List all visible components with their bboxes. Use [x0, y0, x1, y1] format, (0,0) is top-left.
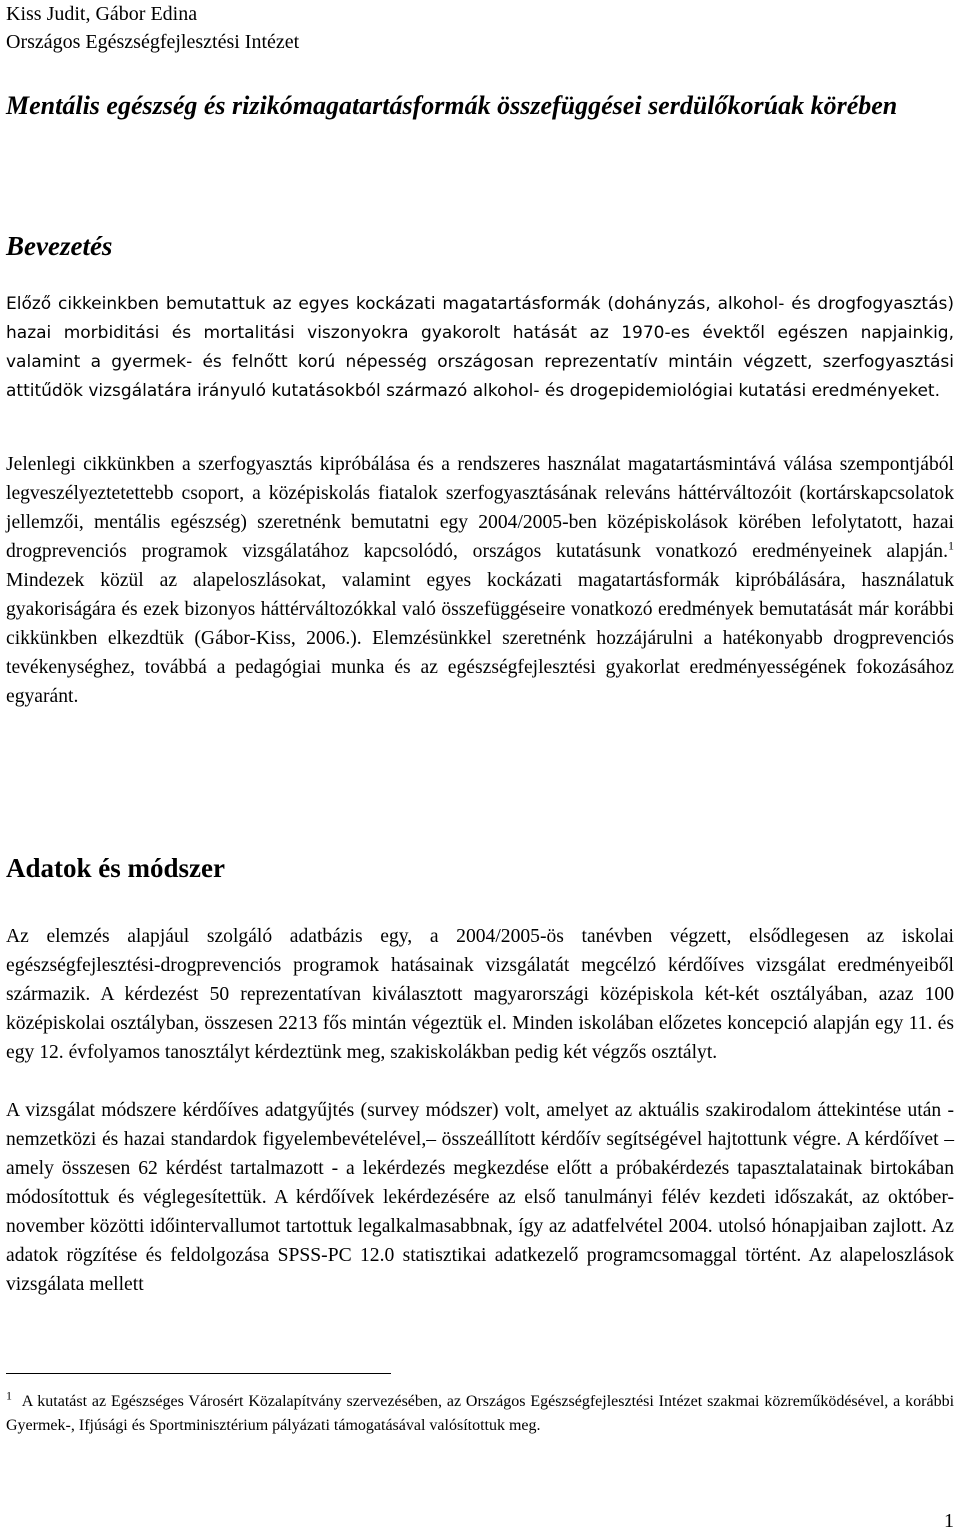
article-title: Mentális egészség és rizikómagatartásformák összefüggései serdülőkorúak körében [6, 91, 898, 120]
intro-paragraph-2-text-a: Jelenlegi cikkünkben a szerfogyasztás kipróbálása és a rendszeres használat magatartásmintává válása szempontjából legveszélyeztetettebb csoport, a középiskolás fiatalok szerfogyasztásának releváns háttérváltozóit (kortárskapcsolatok jellemzői, mentális egészség) szeretnénk bemutatni egy 2004/2005-ben középiskolások körében lefolytatott, hazai drogprevenciós programok vizsgálatához kapcsolódó, országos kutatásunk vonatkozó eredményeinek alapján. [6, 454, 954, 562]
footnote-reference-1: 1 [948, 538, 954, 553]
methods-paragraph-2: A vizsgálat módszere kérdőíves adatgyűjtés (survey módszer) volt, amelyet az aktuális szakirodalom áttekintése után - nemzetközi és hazai standardok figyelembevételével,– összeállított kérdőív segítségével hajtottunk végre. A kérdőívet – amely összesen 62 kérdést tartalmazott - a lekérdezés megkezdése előtt a próbakérdezés tapasztalatainak birtokában módosítottuk és véglegesítettük. A kérdőívek lekérdezésére az első tanulmányi félév kezdeti időszakát, az október-november közötti időintervallumot tartottuk legalkalmasabbnak, így az adatfelvétel 2004. utolsó hónapjaiban zajlott. Az adatok rögzítése és feldolgozása SPSS-PC 12.0 statisztikai adatkezelő programcsomaggal történt. Az alapeloszlások vizsgálata mellett [6, 1100, 954, 1295]
section-heading-introduction: Bevezetés [6, 231, 113, 261]
footnote-mark: 1 [6, 1388, 12, 1403]
authors-line: Kiss Judit, Gábor Edina [6, 3, 198, 25]
intro-paragraph-2-text-b: Mindezek közül az alapeloszlásokat, valamint egyes kockázati magatartásformák kipróbálására, használatuk gyakoriságára és ezek bizonyos háttérváltozókkal való összefüggéseire vonatkozó eredmények bemutatását már korábbi cikkünkben elkezdtük (Gábor-Kiss, 2006.). Elemzésünkkel szeretnénk hozzájárulni a hatékonyabb drogprevenciós tevékenységhez, továbbá a pedagógiai munka és az egészségfejlesztési gyakorlat eredményességének fokozásához egyaránt. [6, 570, 954, 707]
author-block [6, 0, 299, 56]
intro-paragraph-1: Előző cikkeinkben bemutattuk az egyes kockázati magatartásformák (dohányzás, alkohol- és drogfogyasztás) hazai morbiditási és mortalitási viszonyokra gyakorolt hatását az 1970-es évektől egészen napjainkig, valamint a gyermek- és felnőtt korú népesség országosan reprezentatív mintáin végzett, szerfogyasztási attitűdök vizsgálatára irányuló kutatásokból származó alkohol- és drogepidemiológiai kutatási eredményeket. [6, 294, 954, 401]
footnote-text: A kutatást az Egészséges Városért Közalapítvány szervezésében, az Országos Egészségfejlesztési Intézet szakmai közreműködésével, a korábbi Gyermek-, Ifjúsági és Sportminisztérium pályázati támogatásával valósítottuk meg. [6, 1393, 955, 1434]
methods-paragraph-1: Az elemzés alapjául szolgáló adatbázis egy, a 2004/2005-ös tanévben végzett, elsődlegesen az iskolai egészségfejlesztési-drogprevenciós programok hatásainak vizsgálatát megcélzó kérdőíves vizsgálat eredményeiből származik. A kérdezést 50 reprezentatívan kiválasztott magyarországi középiskola két-két osztályában, azaz 100 középiskolai osztályban, összesen 2213 fős mintán végeztük el. Minden iskolában előzetes koncepció alapján egy 11. és egy 12. évfolyamos tanosztályt kérdeztünk meg, szakiskolákban pedig két végzős osztályt. [6, 926, 954, 1063]
section-heading-methods: Adatok és módszer [6, 853, 225, 883]
footnote-1 [6, 1390, 954, 1438]
page-number: 1 [944, 1510, 954, 1532]
footnote-divider [6, 1373, 391, 1374]
intro-paragraph-2 [6, 450, 954, 711]
institution-line: Országos Egészségfejlesztési Intézet [6, 31, 300, 53]
